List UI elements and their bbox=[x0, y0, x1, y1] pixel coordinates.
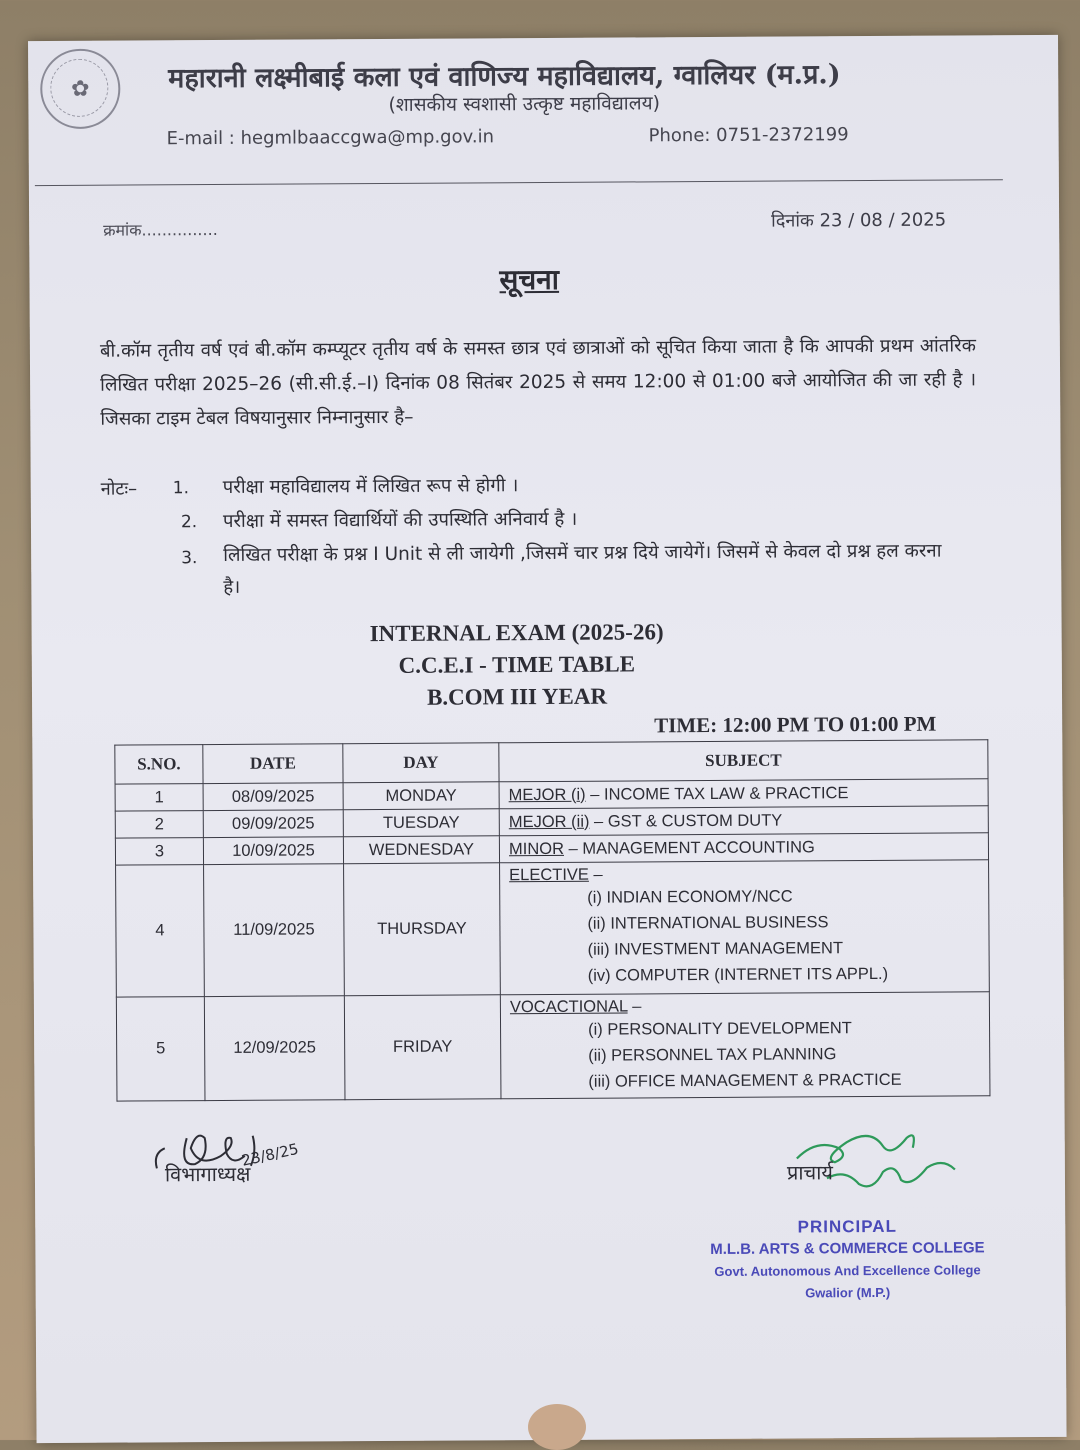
subject-option: (iv) COMPUTER (INTERNET ITS APPL.) bbox=[587, 964, 889, 985]
college-emblem-icon: ✿ bbox=[40, 49, 120, 129]
note-item: लिखित परीक्षा के प्रश्न I Unit से ली जायेगी ,जिसमें चार प्रश्न दिये जायेगें। जिसमें से केवल दो प्रश्न हल करना है। bbox=[223, 540, 942, 598]
college-name: महारानी लक्ष्मीबाई कला एवं वाणिज्य महाविद्यालय, ग्वालियर (म.प्र.) bbox=[168, 59, 841, 95]
subject-name: – GST & CUSTOM DUTY bbox=[589, 811, 783, 831]
principal-stamp bbox=[677, 1215, 1018, 1305]
college-phone: Phone: 0751-2372199 bbox=[648, 124, 849, 147]
date-cell: 12/09/2025 bbox=[204, 996, 345, 1101]
svg-text:23/8/25: 23/8/25 bbox=[239, 1139, 301, 1170]
timetable-subtitle: C.C.E.I - TIME TABLE bbox=[398, 651, 636, 678]
subject-option: (iii) OFFICE MANAGEMENT & PRACTICE bbox=[588, 1070, 902, 1091]
stamp-title: PRINCIPAL bbox=[797, 1216, 897, 1237]
notice-date: दिनांक 23 / 08 / 2025 bbox=[771, 209, 947, 232]
notice-paper bbox=[28, 35, 1067, 1443]
subject-cell bbox=[500, 860, 990, 995]
date-cell: 09/09/2025 bbox=[203, 810, 343, 838]
subject-name: – INCOME TAX LAW & PRACTICE bbox=[585, 783, 849, 804]
column-header: S.NO. bbox=[115, 745, 203, 785]
subject-option: (ii) PERSONNEL TAX PLANNING bbox=[588, 1045, 837, 1065]
subject-option: (i) PERSONALITY DEVELOPMENT bbox=[588, 1019, 852, 1039]
subject-category: ELECTIVE bbox=[509, 865, 589, 885]
subject-name: – MANAGEMENT ACCOUNTING bbox=[563, 837, 815, 858]
note-number: 1. bbox=[172, 478, 190, 499]
notice-heading: सूचना bbox=[499, 262, 560, 297]
date-cell: 10/09/2025 bbox=[203, 837, 343, 865]
subject-category: MINOR bbox=[508, 839, 565, 858]
day-cell: FRIDAY bbox=[344, 995, 501, 1100]
serial-cell: 2 bbox=[115, 811, 203, 839]
timetable-class: B.COM III YEAR bbox=[426, 683, 608, 710]
subject-option: (iii) INVESTMENT MANAGEMENT bbox=[587, 939, 844, 959]
stamp-status: Govt. Autonomous And Excellence College bbox=[714, 1262, 981, 1279]
reference-number: क्रमांक............... bbox=[103, 219, 218, 240]
timetable-title: INTERNAL EXAM (2025-26) bbox=[369, 619, 664, 647]
day-cell: MONDAY bbox=[343, 782, 499, 810]
subject-option: (i) INDIAN ECONOMY/NCC bbox=[587, 887, 793, 907]
subject-cell bbox=[499, 833, 988, 863]
stamp-college: M.L.B. ARTS & COMMERCE COLLEGE bbox=[710, 1239, 985, 1259]
subject-cell bbox=[500, 992, 990, 1099]
subject-category: MEJOR (ii) bbox=[508, 812, 590, 831]
principal-label: प्राचार्य bbox=[786, 1160, 834, 1185]
subject-option: (ii) INTERNATIONAL BUSINESS bbox=[587, 913, 829, 933]
date-cell: 08/09/2025 bbox=[203, 783, 343, 811]
day-cell: TUESDAY bbox=[343, 809, 499, 837]
table-row bbox=[116, 860, 990, 997]
note-number: 3. bbox=[181, 548, 198, 569]
table-header-row bbox=[115, 740, 988, 784]
serial-cell: 1 bbox=[115, 784, 203, 812]
note-number: 2. bbox=[180, 512, 198, 533]
table-row bbox=[116, 992, 990, 1101]
college-email: E-mail : hegmlbaaccgwa@mp.gov.in bbox=[166, 126, 495, 150]
timetable-table bbox=[114, 739, 990, 1101]
subject-cell bbox=[499, 779, 988, 809]
college-subtitle: (शासकीय स्वशासी उत्कृष्ट महाविद्यालय) bbox=[388, 92, 661, 116]
hod-label: विभागाध्यक्ष bbox=[164, 1161, 251, 1187]
day-cell: WEDNESDAY bbox=[343, 836, 499, 864]
subject-cell bbox=[499, 806, 988, 836]
note-item: परीक्षा में समस्त विद्यार्थियों की उपस्थिति अनिवार्य है । bbox=[222, 508, 578, 532]
serial-cell: 5 bbox=[116, 997, 205, 1102]
subject-name: – bbox=[588, 865, 603, 884]
subject-category: VOCACTIONAL bbox=[509, 997, 628, 1017]
thumb-icon bbox=[528, 1404, 586, 1450]
header-divider bbox=[35, 179, 1003, 186]
date-cell: 11/09/2025 bbox=[204, 864, 345, 997]
column-header: DATE bbox=[203, 744, 343, 784]
note-item: परीक्षा महाविद्यालय में लिखित रूप से होगी । bbox=[222, 475, 519, 498]
note-label: नोटः– bbox=[100, 478, 138, 500]
column-header: DAY bbox=[343, 743, 499, 783]
subject-category: MEJOR (i) bbox=[508, 785, 586, 804]
day-cell: THURSDAY bbox=[344, 863, 501, 996]
serial-cell: 3 bbox=[115, 838, 203, 866]
column-header: SUBJECT bbox=[499, 740, 988, 782]
serial-cell: 4 bbox=[116, 865, 205, 998]
notice-paragraph: बी.कॉम तृतीय वर्ष एवं बी.कॉम कम्प्यूटर तृतीय वर्ष के समस्त छात्र एवं छात्राओं को सूचित किया जाता है कि आपकी प्रथम आंतरिक लिखित परीक्षा 2025–26 (सी.सी.ई.–I) दिनांक 08 सितंबर 2025 से समय 12:00 से 01:00 बजे आयोजित की जा रही है । जिसका टाइम टेबल विषयानुसार निम्नानुसार है– bbox=[99, 335, 977, 430]
subject-name: – bbox=[627, 997, 642, 1016]
stamp-city: Gwalior (M.P.) bbox=[805, 1284, 891, 1301]
exam-time: TIME: 12:00 PM TO 01:00 PM bbox=[654, 711, 937, 738]
